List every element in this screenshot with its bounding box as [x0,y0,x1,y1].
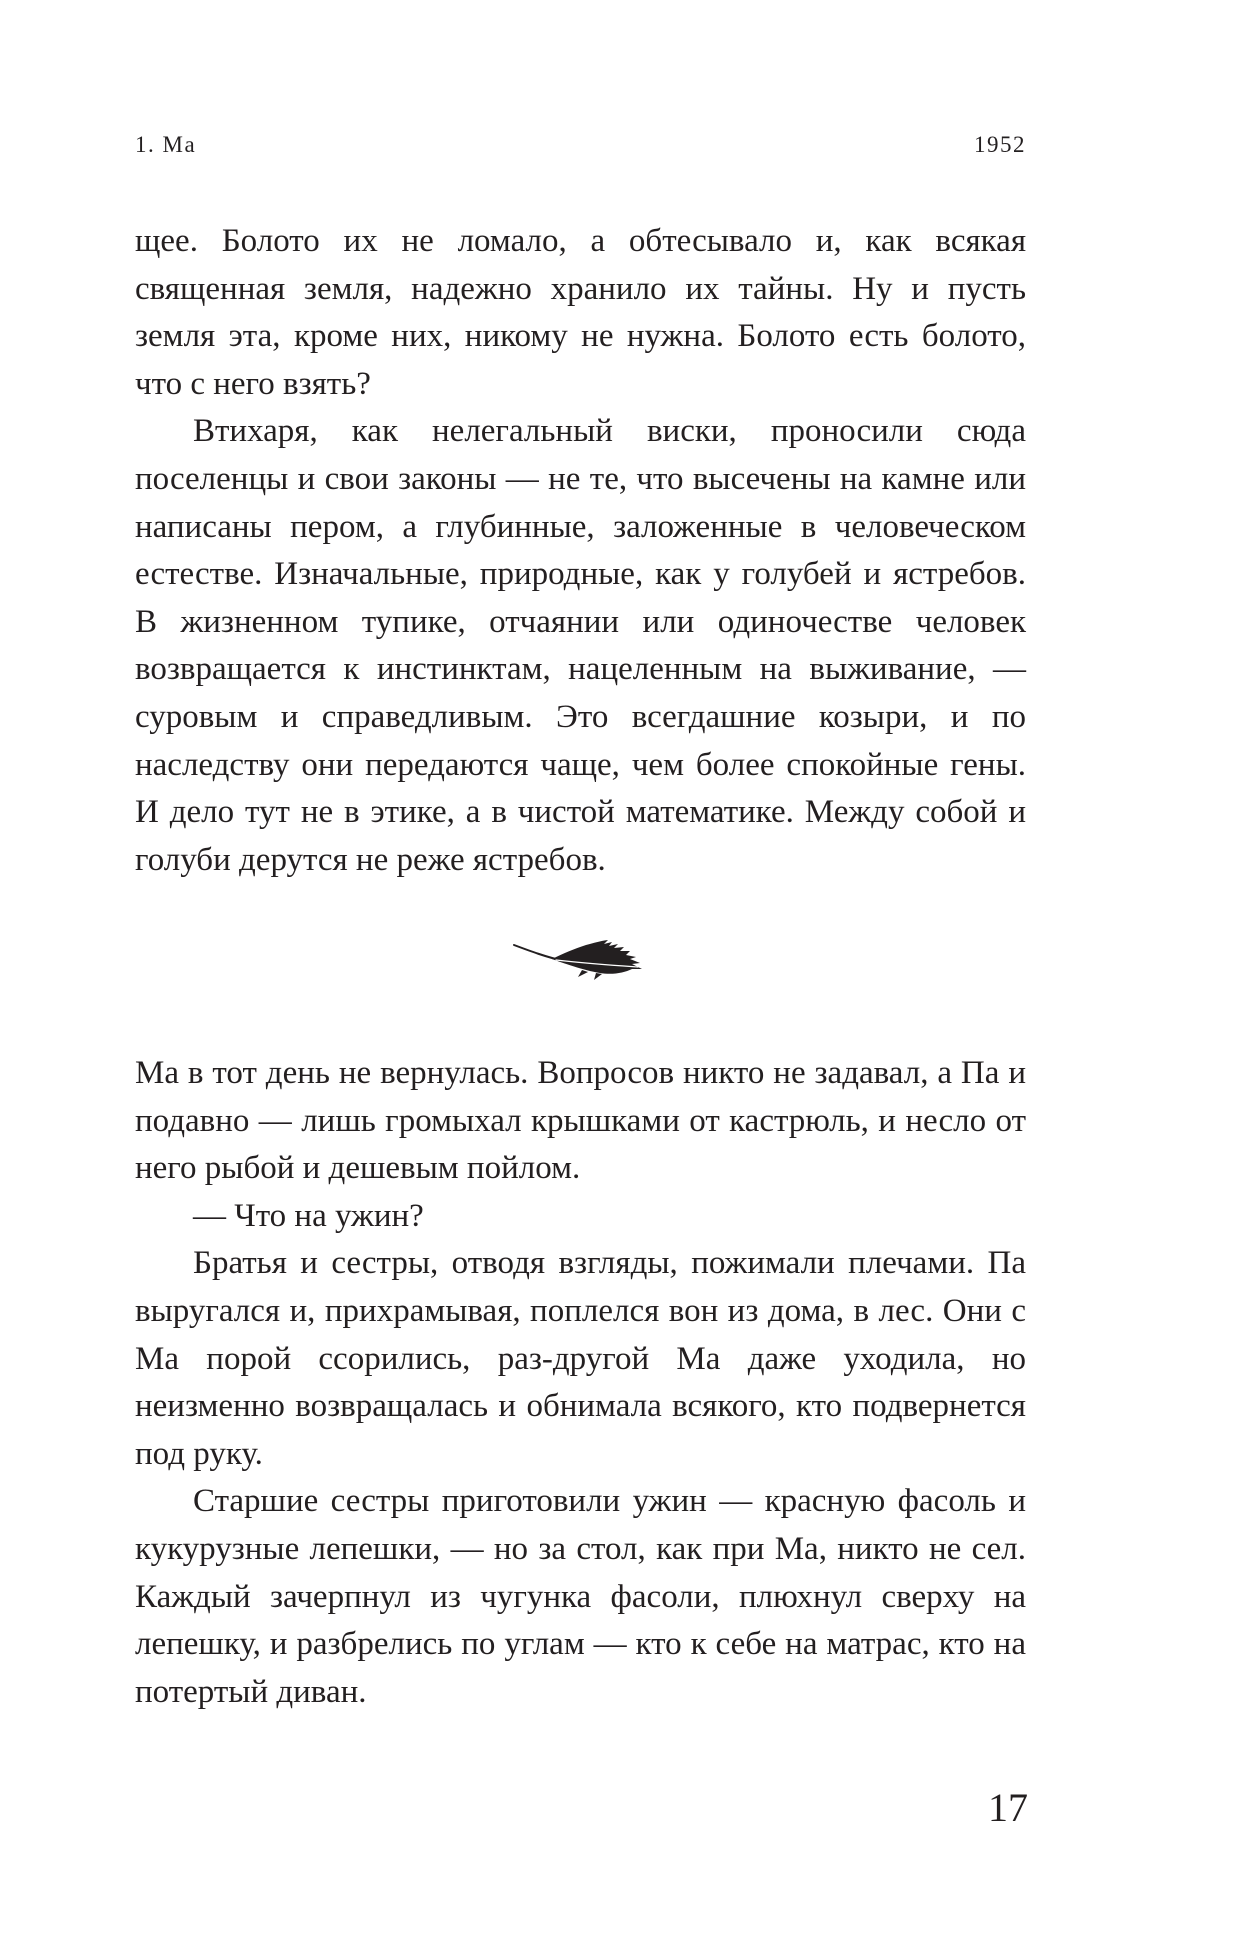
body-text-section-1 [135,218,1026,884]
page-number: 17 [988,1785,1028,1830]
running-head [135,132,1026,164]
paragraph: Старшие сестры приготовили ужин — красную фасоль и кукурузные лепешки, — но за стол, как при Ма, никто не сел. Каждый зачерпнул из чугунка фасоли, плюхнул сверху на лепешку, и разбрелись по углам — кто к себе на матрас, кто на потертый диван. [135,1483,1026,1710]
paragraph: Втихаря, как нелегальный виски, проносили сюда поселенцы и свои законы — не те, что высечены на камне или написаны пером, а глубинные, заложенные в человеческом естестве. Изначальные, природные, как у голубей и ястребов. В жизненном тупике, отчаянии или одиночестве человек возвращается к инстинктам, нацеленным на выживание, — суровым и справедливым. Это всегдашние козыри, и по наследству они передаются чаще, чем более спокойные гены. И дело тут не в этике, а в чистой математике. Между собой и голуби дерутся не реже ястребов. [135,413,1026,878]
paragraph: Ма в тот день не вернулась. Вопросов никто не задавал, а Па и подавно — лишь громыхал крышками от кастрюль, и несло от него рыбой и дешевым пойлом. [135,1055,1026,1187]
year-label: 1952 [974,132,1026,157]
chapter-title: 1. Ма [135,132,197,157]
dialogue-line: — Что на ужин? [193,1197,424,1234]
paragraph: щее. Болото их не ломало, а обтесывало и, как всякая священная земля, надежно хранило их тайны. Ну и пусть земля эта, кроме них, никому не нужна. Болото есть болото, что с него взять? [135,223,1026,402]
body-text-section-2 [135,1050,1026,1716]
paragraph: Братья и сестры, отводя взгляды, пожимали плечами. Па выругался и, прихрамывая, поплелся вон из дома, в лес. Они с Ма порой ссорились, раз-другой Ма даже уходила, но неизменно возвращалась и обнимала всякого, кто подвернется под руку. [135,1245,1026,1472]
feather-icon [512,935,654,985]
